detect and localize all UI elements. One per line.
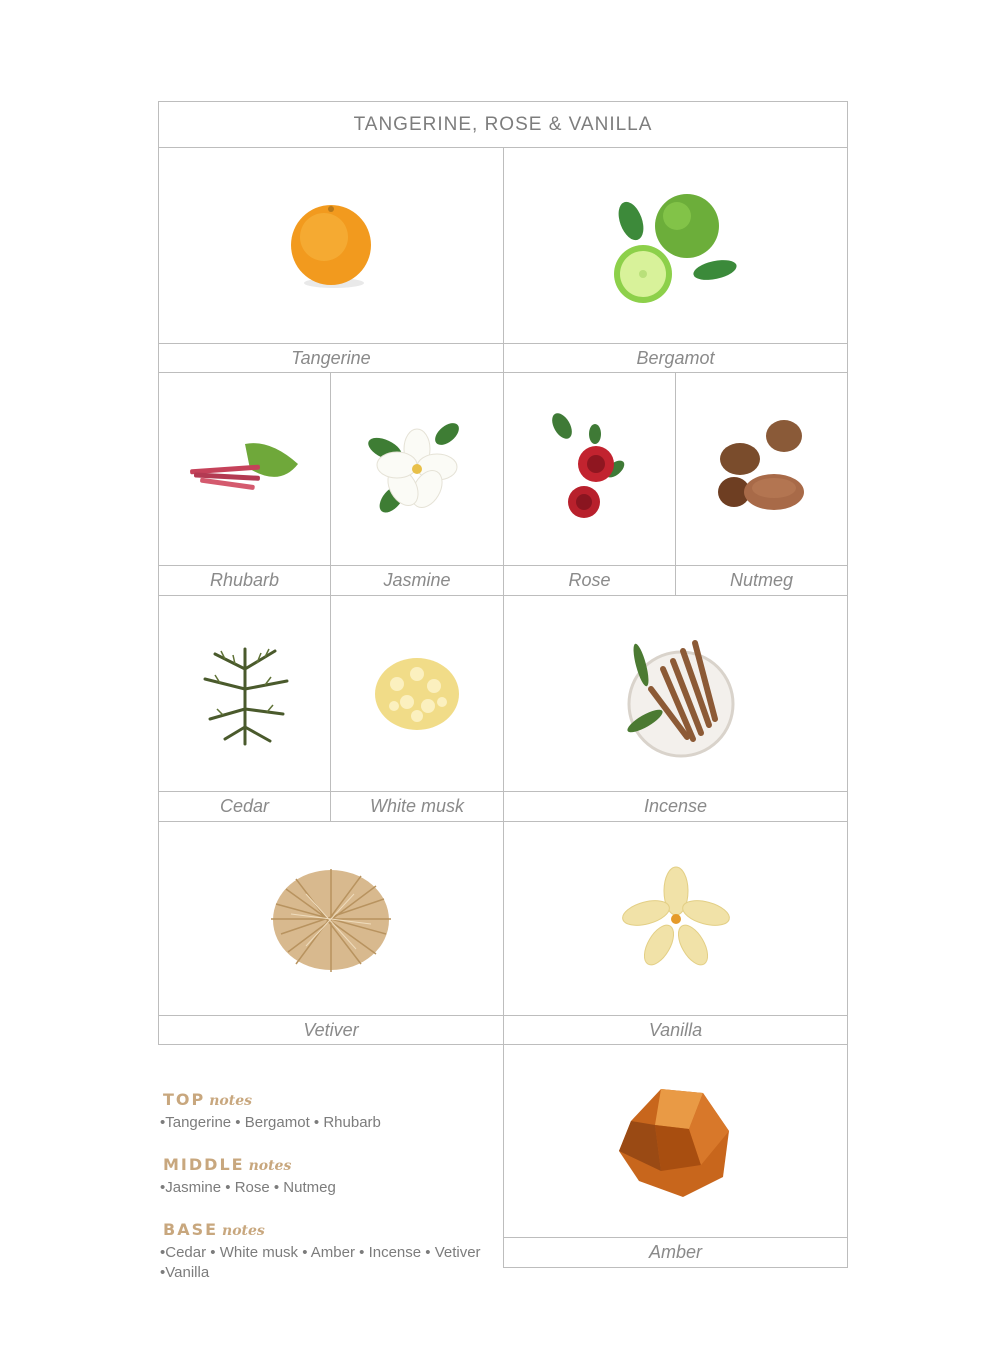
rhubarb-image xyxy=(158,372,331,566)
rose-icon xyxy=(550,414,630,524)
jasmine-icon xyxy=(367,419,467,519)
base-notes-list-continued: •Vanilla xyxy=(160,1264,210,1281)
rose-image xyxy=(503,372,676,566)
base-notes-list: •Cedar • White musk • Amber • Incense • Vetiver xyxy=(160,1244,481,1261)
caption-cedar: Cedar xyxy=(158,791,331,822)
vetiver-icon xyxy=(266,864,396,974)
cedar-image xyxy=(158,595,331,792)
rhubarb-icon xyxy=(190,439,300,499)
caption-rhubarb: Rhubarb xyxy=(158,565,331,596)
cedar-icon xyxy=(195,639,295,749)
notes-section xyxy=(160,1090,500,1305)
base-notes-label: BASE xyxy=(163,1220,219,1239)
caption-vetiver: Vetiver xyxy=(158,1015,504,1045)
middle-notes-label: MIDDLE xyxy=(163,1155,245,1174)
white-musk-icon xyxy=(372,654,462,734)
caption-incense: Incense xyxy=(503,791,848,822)
jasmine-image xyxy=(330,372,504,566)
top-notes-list: •Tangerine • Bergamot • Rhubarb xyxy=(160,1114,381,1131)
nutmeg-icon xyxy=(712,414,812,524)
base-notes xyxy=(160,1220,500,1283)
top-notes xyxy=(160,1090,500,1133)
amber-icon xyxy=(611,1081,741,1201)
vanilla-image xyxy=(503,821,848,1016)
amber-image xyxy=(503,1044,848,1238)
vetiver-image xyxy=(158,821,504,1016)
middle-notes-suffix: notes xyxy=(248,1158,292,1174)
page-title: TANGERINE, ROSE & VANILLA xyxy=(158,101,848,148)
incense-image xyxy=(503,595,848,792)
middle-notes-list: •Jasmine • Rose • Nutmeg xyxy=(160,1179,336,1196)
caption-vanilla: Vanilla xyxy=(503,1015,848,1045)
caption-nutmeg: Nutmeg xyxy=(675,565,848,596)
middle-notes xyxy=(160,1155,500,1198)
caption-jasmine: Jasmine xyxy=(330,565,504,596)
vanilla-icon xyxy=(621,869,731,969)
top-notes-label: TOP xyxy=(163,1090,206,1109)
caption-rose: Rose xyxy=(503,565,676,596)
tangerine-image xyxy=(158,147,504,344)
nutmeg-image xyxy=(675,372,848,566)
incense-icon xyxy=(611,629,741,759)
bergamot-icon xyxy=(611,186,741,306)
tangerine-icon xyxy=(286,201,376,291)
white-musk-image xyxy=(330,595,504,792)
bergamot-image xyxy=(503,147,848,344)
top-notes-suffix: notes xyxy=(209,1093,253,1109)
caption-bergamot: Bergamot xyxy=(503,343,848,373)
base-notes-suffix: notes xyxy=(222,1223,265,1239)
caption-tangerine: Tangerine xyxy=(158,343,504,373)
caption-white-musk: White musk xyxy=(330,791,504,822)
caption-amber: Amber xyxy=(503,1237,848,1268)
